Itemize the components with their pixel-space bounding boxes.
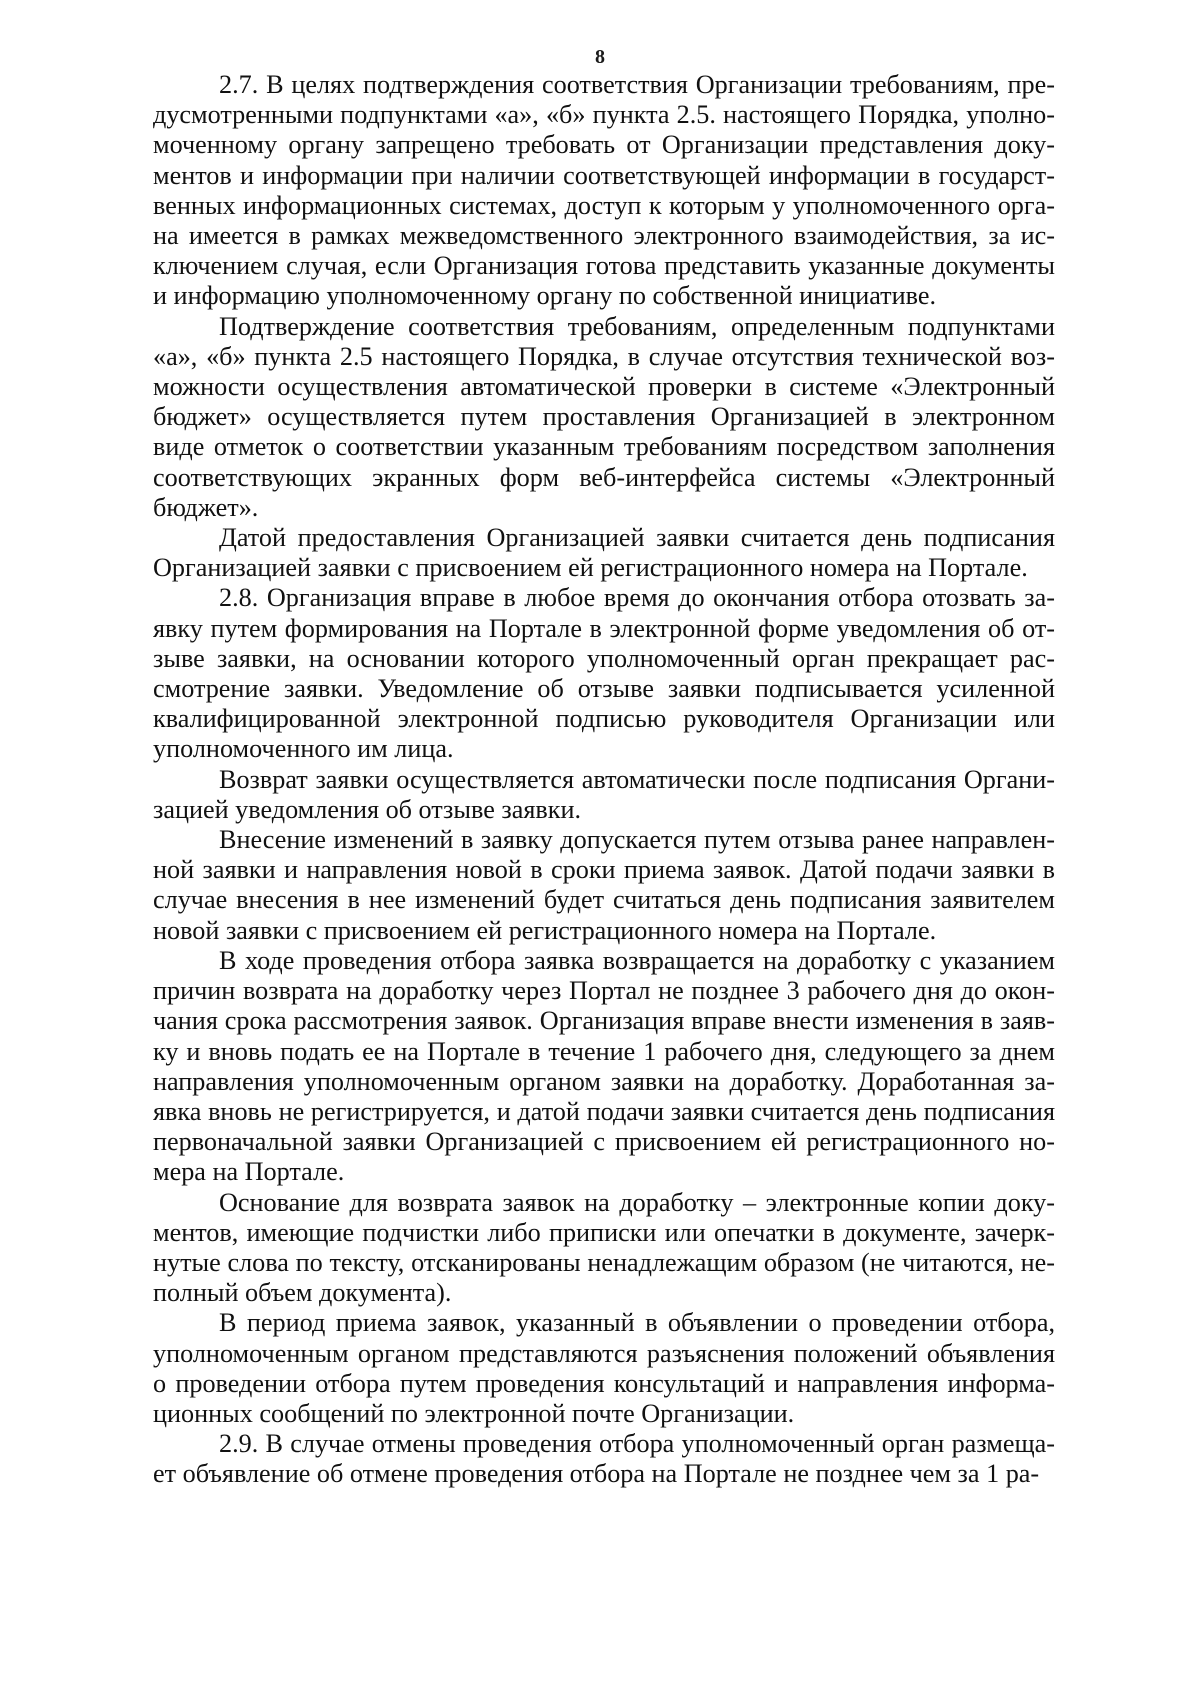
paragraph-revision-grounds: Основание для возврата заявок на доработку – электронные копии документов, имеющие подчистки либо приписки или опечатки в документе, зачеркнутые слова по тексту, отсканированы ненадлежащим образом (не читаются, неполный объем документа).	[153, 1187, 1055, 1308]
paragraph-2-9: 2.9. В случае отмены проведения отбора уполномоченный орган размещает объявление об отмене проведения отбора на Портале не позднее чем за 1 ра-	[153, 1429, 1055, 1489]
document-body	[153, 70, 1055, 1490]
paragraph-2-7: 2.7. В целях подтверждения соответствия Организации требованиям, предусмотренными подпунктами «а», «б» пункта 2.5. настоящего Порядка, уполномоченному органу запрещено требовать от Организации представления документов и информации при наличии соответствующей информации в государственных информационных системах, доступ к которым у уполномоченного органа имеется в рамках межведомственного электронного взаимодействия, за исключением случая, если Организация готова представить указанные документы и информацию уполномоченному органу по собственной инициативе.	[153, 70, 1055, 311]
page-number: 8	[595, 46, 605, 68]
paragraph-clarifications: В период приема заявок, указанный в объявлении о проведении отбора, уполномоченным органом представляются разъяснения положений объявления о проведении отбора путем проведения консультаций и направления информационных сообщений по электронной почте Организации.	[153, 1308, 1055, 1428]
paragraph-2-8: 2.8. Организация вправе в любое время до окончания отбора отозвать заявку путем формирования на Портале в электронной форме уведомления об отзыве заявки, на основании которого уполномоченный орган прекращает рассмотрение заявки. Уведомление об отзыве заявки подписывается усиленной квалифицированной электронной подписью руководителя Организации или уполномоченного им лица.	[153, 583, 1055, 764]
paragraph-revision: В ходе проведения отбора заявка возвращается на доработку с указанием причин возврата на доработку через Портал не позднее 3 рабочего дня до окончания срока рассмотрения заявок. Организация вправе внести изменения в заявку и вновь подать ее на Портале в течение 1 рабочего дня, следующего за днем направления уполномоченным органом заявки на доработку. Доработанная заявка вновь не регистрируется, и датой подачи заявки считается день подписания первоначальной заявки Организацией с присвоением ей регистрационного номера на Портале.	[153, 945, 1055, 1187]
paragraph-return: Возврат заявки осуществляется автоматически после подписания Организацией уведомления об отзыве заявки.	[153, 764, 1055, 824]
paragraph-changes: Внесение изменений в заявку допускается путем отзыва ранее направленной заявки и направления новой в сроки приема заявок. Датой подачи заявки в случае внесения в нее изменений будет считаться день подписания заявителем новой заявки с присвоением ей регистрационного номера на Портале.	[153, 825, 1055, 945]
paragraph-submission-date: Датой предоставления Организацией заявки считается день подписания Организацией заявки с присвоением ей регистрационного номера на Портале.	[153, 523, 1055, 583]
paragraph-confirmation: Подтверждение соответствия требованиям, определенным подпунктами «а», «б» пункта 2.5 настоящего Порядка, в случае отсутствия технической возможности осуществления автоматической проверки в системе «Электронный бюджет» осуществляется путем проставления Организацией в электронном виде отметок о соответствии указанным требованиям посредством заполнения соответствующих экранных форм веб-интерфейса системы «Электронный бюджет».	[153, 311, 1055, 522]
